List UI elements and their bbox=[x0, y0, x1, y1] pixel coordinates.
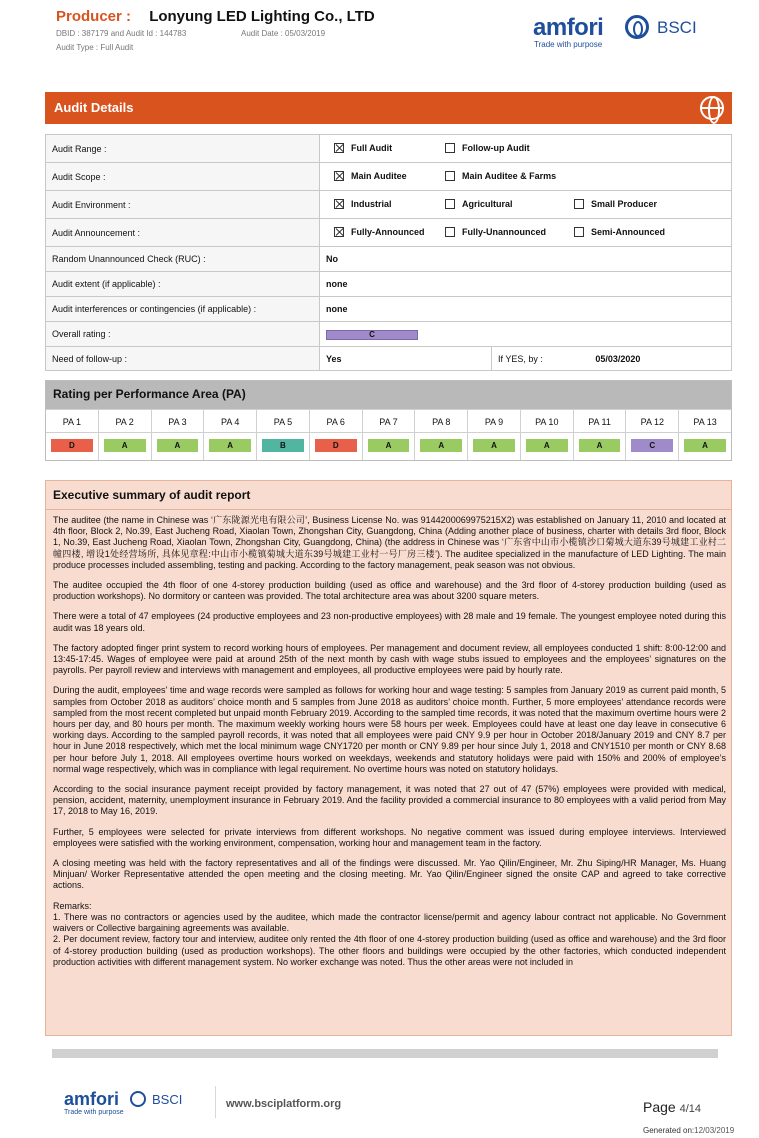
pa-name: PA 11 bbox=[574, 409, 626, 433]
pa-name: PA 5 bbox=[257, 409, 309, 433]
brand-tagline: Trade with purpose bbox=[534, 40, 603, 49]
table-row bbox=[46, 322, 732, 347]
pa-grade-cell bbox=[415, 433, 467, 460]
pa-grade-badge: A bbox=[209, 439, 251, 452]
pa-cell bbox=[46, 409, 99, 460]
pa-name: PA 4 bbox=[204, 409, 256, 433]
table-row bbox=[46, 297, 732, 322]
pa-name: PA 1 bbox=[46, 409, 98, 433]
row-value: Yes bbox=[320, 347, 492, 371]
row-value bbox=[320, 135, 732, 163]
audit-details-bar bbox=[45, 92, 732, 124]
overall-rating-badge: C bbox=[326, 330, 418, 340]
table-row bbox=[46, 347, 732, 371]
pa-cell bbox=[99, 409, 152, 460]
checkbox-unchecked bbox=[445, 227, 455, 237]
follow-up-date-cell bbox=[492, 347, 732, 371]
row-value bbox=[320, 322, 732, 347]
pa-grade-cell bbox=[152, 433, 204, 460]
footer-brand-wordmark: amfori bbox=[64, 1089, 120, 1109]
pa-grade-badge: A bbox=[420, 439, 462, 452]
option-industrial: Industrial bbox=[334, 199, 392, 209]
pa-grade-badge: A bbox=[526, 439, 568, 452]
table-row bbox=[46, 135, 732, 163]
pa-grade-cell bbox=[310, 433, 362, 460]
pa-grade-badge: D bbox=[51, 439, 93, 452]
pa-grade-badge: A bbox=[104, 439, 146, 452]
footer-amfori-logo bbox=[64, 1089, 204, 1119]
producer-label: Producer : bbox=[56, 8, 132, 25]
follow-up-by-label: If YES, by : bbox=[498, 353, 543, 364]
pa-grade-cell bbox=[257, 433, 309, 460]
summary-title: Executive summary of audit report bbox=[53, 488, 251, 502]
pa-grade-badge: C bbox=[631, 439, 673, 452]
footer-brand-tagline: Trade with purpose bbox=[64, 1109, 124, 1116]
brand-bsci-text: BSCI bbox=[657, 18, 697, 37]
audit-date: Audit Date : 05/03/2019 bbox=[241, 29, 326, 38]
table-row bbox=[46, 219, 732, 247]
scrollbar-thumb[interactable] bbox=[52, 1049, 718, 1058]
globe-icon bbox=[700, 96, 724, 120]
audit-details-table bbox=[45, 134, 732, 371]
pa-grade-cell bbox=[46, 433, 98, 460]
producer-line bbox=[56, 8, 375, 25]
pa-grade-cell bbox=[99, 433, 151, 460]
row-value: none bbox=[320, 272, 732, 297]
pa-grade-badge: D bbox=[315, 439, 357, 452]
pa-grade-badge: A bbox=[473, 439, 515, 452]
summary-text bbox=[53, 515, 726, 968]
pa-grade-badge: A bbox=[684, 439, 726, 452]
row-value bbox=[320, 191, 732, 219]
pa-name: PA 8 bbox=[415, 409, 467, 433]
table-row bbox=[46, 191, 732, 219]
row-value: none bbox=[320, 297, 732, 322]
option-fully-announced: Fully-Announced bbox=[334, 227, 425, 237]
audit-ids: DBID : 387179 and Audit Id : 144783 bbox=[56, 29, 187, 38]
audit-meta-line bbox=[56, 29, 326, 38]
pa-name: PA 3 bbox=[152, 409, 204, 433]
pa-grade-cell bbox=[363, 433, 415, 460]
amfori-logo-icon bbox=[130, 1091, 146, 1107]
checkbox-unchecked bbox=[445, 199, 455, 209]
pa-name: PA 9 bbox=[468, 409, 520, 433]
option-main-auditee-farms: Main Auditee & Farms bbox=[445, 171, 556, 181]
producer-name: Lonyung LED Lighting Co., LTD bbox=[149, 8, 375, 25]
pa-cell bbox=[310, 409, 363, 460]
pa-name: PA 12 bbox=[626, 409, 678, 433]
page-count: 4/14 bbox=[679, 1103, 702, 1115]
row-label: Audit extent (if applicable) : bbox=[46, 272, 320, 297]
audit-type: Audit Type : Full Audit bbox=[56, 43, 134, 52]
pa-grade-cell bbox=[679, 433, 731, 460]
pa-name: PA 6 bbox=[310, 409, 362, 433]
pa-grade-cell bbox=[626, 433, 678, 460]
summary-remarks: Remarks: 1. There was no contractors or agencies used by the auditee, which made the contractor license/permit and agency labour contract not applicable. No Government waivers or Collective bargaining agreements was available. 2. Per document review, factory tour and interview, auditee only rented the 4th floor of one 4-storey production building (used as office and warehouse) and the 3rd floor of 4-storey production building (used as production workshops). The other floors and buildings were occupied by the other factories, which conducted independent production activities with different management system. No worker exchange was noted. Thus the other areas were not included in bbox=[53, 900, 726, 967]
row-label: Audit Environment : bbox=[46, 191, 320, 219]
checkbox-unchecked bbox=[574, 199, 584, 209]
row-label: Overall rating : bbox=[46, 322, 320, 347]
pa-grade-badge: A bbox=[157, 439, 199, 452]
table-row bbox=[46, 163, 732, 191]
pa-name: PA 7 bbox=[363, 409, 415, 433]
option-main-auditee: Main Auditee bbox=[334, 171, 407, 181]
footer-divider bbox=[215, 1086, 216, 1118]
row-label: Audit Range : bbox=[46, 135, 320, 163]
footer-brand-bsci: BSCI bbox=[152, 1092, 183, 1107]
pa-cell bbox=[679, 409, 731, 460]
summary-paragraph: A closing meeting was held with the factory representatives and all of the findings were discussed. Mr. Yao Qilin/Engineer, Mr. Zhu Siping/HR Manager, Ms. Huang Minjuan/ Worker Representative attended the open meeting and the closing meeting. Mr. Yao Qilin/Engineer signed the onsite CAP and agreed to take corrective actions. bbox=[53, 858, 726, 891]
pa-cell bbox=[574, 409, 627, 460]
amfori-bsci-logo bbox=[533, 14, 713, 54]
pa-name: PA 13 bbox=[679, 409, 731, 433]
pa-grid bbox=[46, 409, 731, 460]
checkbox-unchecked bbox=[445, 171, 455, 181]
row-value bbox=[320, 163, 732, 191]
checkbox-unchecked bbox=[574, 227, 584, 237]
row-label: Need of follow-up : bbox=[46, 347, 320, 371]
page-number bbox=[643, 1099, 701, 1115]
pa-cell bbox=[626, 409, 679, 460]
generated-label: Generated on: bbox=[643, 1126, 695, 1135]
checkbox-unchecked bbox=[445, 143, 455, 153]
row-label: Audit Scope : bbox=[46, 163, 320, 191]
summary-paragraph: According to the social insurance payment receipt provided by factory management, it was noted that 27 out of 47 (57%) employees were provided with medical, pension, accident, maternity, unemployment insurance in February 2019. And the facility provided a commercial insurance to 80 employees with a valid period from May 17, 2018 to May 16, 2019. bbox=[53, 784, 726, 817]
row-label: Random Unannounced Check (RUC) : bbox=[46, 247, 320, 272]
row-value: No bbox=[320, 247, 732, 272]
option-full-audit: Full Audit bbox=[334, 143, 392, 153]
follow-up-date: 05/03/2020 bbox=[595, 353, 641, 364]
pa-title: Rating per Performance Area (PA) bbox=[46, 381, 731, 409]
row-label: Audit interferences or contingencies (if applicable) : bbox=[46, 297, 320, 322]
pa-grade-cell bbox=[204, 433, 256, 460]
page-label: Page bbox=[643, 1099, 676, 1115]
generated-date: 12/03/2019 bbox=[694, 1126, 735, 1135]
checkbox-checked bbox=[334, 143, 344, 153]
option-fully-unannounced: Fully-Unannounced bbox=[445, 227, 546, 237]
option-semi-announced: Semi-Announced bbox=[574, 227, 665, 237]
checkbox-checked bbox=[334, 227, 344, 237]
table-row bbox=[46, 272, 732, 297]
pa-cell bbox=[204, 409, 257, 460]
pa-grade-badge: A bbox=[368, 439, 410, 452]
summary-paragraph: There were a total of 47 employees (24 productive employees and 23 non-productive employees) with 28 male and 19 female. The youngest employee noted during this audit was 18 years old. bbox=[53, 611, 726, 633]
option-follow-up-audit: Follow-up Audit bbox=[445, 143, 530, 153]
pa-name: PA 2 bbox=[99, 409, 151, 433]
summary-paragraph: The auditee occupied the 4th floor of one 4-storey production building (used as office and warehouse) and the 3rd floor of 4-storey production building (used as production workshops). No dormitory or canteen was provided. The total architecture area was about 3200 square meters. bbox=[53, 580, 726, 602]
row-value bbox=[320, 219, 732, 247]
pa-grade-cell bbox=[521, 433, 573, 460]
performance-area-table bbox=[45, 380, 732, 461]
checkbox-checked bbox=[334, 199, 344, 209]
pa-cell bbox=[363, 409, 416, 460]
summary-divider bbox=[46, 509, 731, 510]
brand-wordmark: amfori bbox=[533, 14, 604, 41]
pa-grade-badge: B bbox=[262, 439, 304, 452]
pa-cell bbox=[521, 409, 574, 460]
summary-paragraph: The factory adopted finger print system to record working hours of employees. Per management and document review, all employees conducted 1 shift: 8:00-12:00 and 13:45-17:45. Wages of employee were paid at around 25th of the next month by cash with wage stubs issued to employees and the employees’ signatures on the payrolls. Per payroll review and interviews with management and employees, all productive employees were paid by hourly rate. bbox=[53, 642, 726, 676]
pa-cell bbox=[257, 409, 310, 460]
checkbox-checked bbox=[334, 171, 344, 181]
horizontal-scrollbar[interactable] bbox=[52, 1049, 718, 1058]
summary-paragraph: Further, 5 employees were selected for private interviews from different workshops. No negative comment was issued during employee interviews. Interviewed employees were satisfied with the working environment, compensation, working hour and management team in the factory. bbox=[53, 826, 726, 848]
option-small-producer: Small Producer bbox=[574, 199, 657, 209]
summary-paragraph: During the audit, employees' time and wage records were sampled as follows for working hour and wage testing: 5 samples from January 2019 as current paid month, 5 samples from October 2018 as auditors’ choice month and 5 samples from June 2018 as auditors’ choice month. Further, 5 more employees’ attendance records were sampled from the most recent completed but unpaid month February 2019. According to the sampled time records, it was noted that the maximum overtime hours were 2 hours per day, and 80 hours per month. The maximum weekly working hours were 58 hours per week. Employees could have at least one day leave in consecutive 6 working days. According to the sampled payroll records, it was noted that all employees were paid CNY 9.9 per hour in October 2018/January 2019 and CNY 8.7 per hour in June 2018 respectively, which met the local minimum wage CNY1720 per month or CNY 9.89 per hour since July 1, 2018 and CNY1510 per month or CNY 8.68 per hour before July 1, 2018. All employees overtime hours worked on weekdays, weekends and statutory holidays were paid with 150% and 200% of employee’s normal wage respectively, which was in compliance with legal requirement. No overtime hours was noted on statutory holidays. bbox=[53, 685, 726, 774]
pa-grade-cell bbox=[574, 433, 626, 460]
website-link[interactable]: www.bsciplatform.org bbox=[226, 1098, 342, 1110]
pa-name: PA 10 bbox=[521, 409, 573, 433]
pa-cell bbox=[152, 409, 205, 460]
table-row bbox=[46, 247, 732, 272]
generated-on bbox=[643, 1126, 734, 1135]
pa-grade-cell bbox=[468, 433, 520, 460]
amfori-logo-icon bbox=[625, 15, 649, 39]
report-header bbox=[0, 0, 759, 70]
executive-summary bbox=[45, 480, 732, 1036]
row-label: Audit Announcement : bbox=[46, 219, 320, 247]
pa-cell bbox=[415, 409, 468, 460]
option-agricultural: Agricultural bbox=[445, 199, 513, 209]
summary-paragraph: The auditee (the name in Chinese was ‘广东陇源光电有限公司’, Business License No. was 9144200069975215X2) was established on January 11, 2010 and located at 4th floor, Block 2, No.39, East Jucheng Road, Xiaolan Town, Zhongshan City, Guangdong, China (Adding another place of business, charter with details 3rd floor, Block 1, No.39, East Jucheng Road, Xiaolan Town, Zhongshan City, Guangdong, China) (the address in Chinese was ‘广东省中山市小榄镇沙口菊城大道东39号城建工业村二幢四楼, 增设1处经营场所, 具体见章程:中山市小榄镇菊城大道东39号城建工业村一号厂房三楼’). The auditee specialized in the manufacture of LED Lighting. The main produce processes included assembling, testing and packing. According to the factory management, peak season was not obvious. bbox=[53, 515, 726, 570]
section-title: Audit Details bbox=[54, 100, 134, 115]
pa-grade-badge: A bbox=[579, 439, 621, 452]
pa-cell bbox=[468, 409, 521, 460]
